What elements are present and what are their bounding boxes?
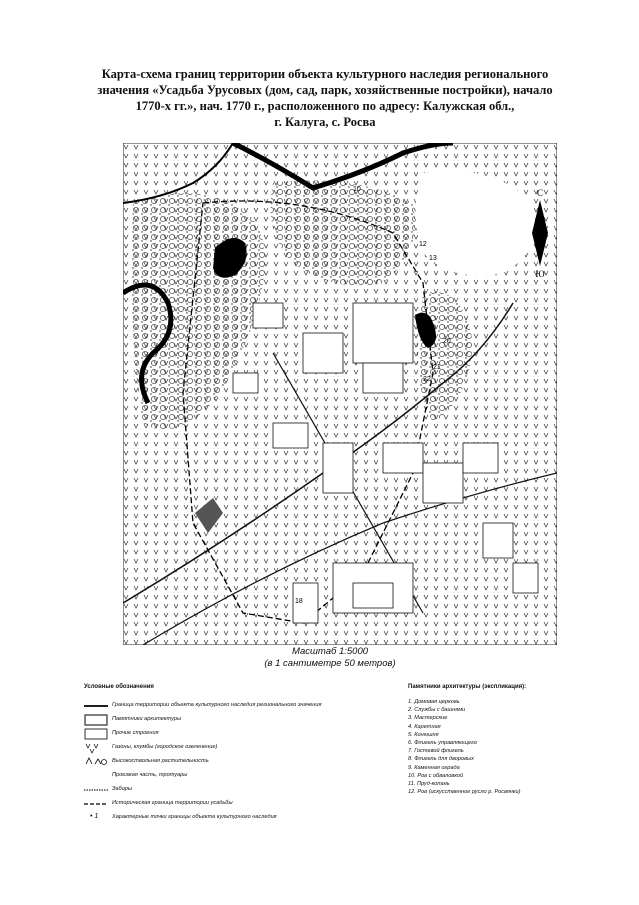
legend-item-trees bbox=[84, 756, 384, 770]
monument-box-icon bbox=[84, 714, 108, 726]
monument-item: 1. Домовая церковь bbox=[408, 699, 460, 705]
legend-label: Проезжая часть, тротуары bbox=[112, 772, 188, 778]
historic-boundary-icon bbox=[84, 798, 108, 810]
map-label-22: 22 bbox=[423, 376, 431, 383]
legend-label: Граница территории объекта культурного наследия регионального значения bbox=[112, 702, 322, 708]
map-label-18: 18 bbox=[295, 598, 303, 605]
scale-explanation: (в 1 сантиметре 50 метров) bbox=[264, 658, 396, 669]
legend-item-monuments bbox=[84, 714, 384, 728]
legend-item-points bbox=[84, 812, 384, 826]
map-label-10: 10 bbox=[353, 186, 361, 193]
monument-item: 3. Мастерские bbox=[408, 715, 448, 722]
scale-note bbox=[230, 646, 430, 670]
monument-item: 6. Флигель управляющего bbox=[408, 740, 477, 747]
legend-label: Газоны, клумбы (городское озеленение) bbox=[112, 744, 218, 750]
monument-item: 8. Флигель для дворовых bbox=[408, 756, 474, 763]
monument-item: 12. Ров (искусственное русло р. Росвянки) bbox=[408, 789, 521, 796]
boundary-line-icon bbox=[84, 700, 108, 712]
map-label-13: 13 bbox=[429, 255, 437, 262]
title-line-2: значения «Усадьба Урусовых (дом, сад, парк, хозяйственные постройки), начало bbox=[97, 83, 553, 97]
title-line-3: 1770-х гг.», нач. 1770 г., расположенного по адресу: Калужская обл., bbox=[135, 99, 515, 113]
point-symbol: • 1 bbox=[90, 813, 99, 820]
legend-item-fences bbox=[84, 784, 384, 798]
compass-north: С bbox=[536, 188, 544, 198]
monument-item: 9. Каменная ограда bbox=[408, 764, 460, 771]
title-line-4: г. Калуга, с. Росва bbox=[274, 115, 376, 129]
compass-icon bbox=[530, 188, 550, 278]
legend-item-roads bbox=[84, 770, 384, 784]
legend-label: Заборы bbox=[112, 786, 133, 792]
legend-label: Характерные точки границы объекта культурного наследия bbox=[112, 814, 277, 820]
monuments-list bbox=[408, 684, 608, 796]
legend-label: Историческая граница территории усадьбы bbox=[112, 800, 233, 806]
title-line-1: Карта-схема границ территории объекта культурного наследия регионального bbox=[101, 67, 549, 81]
compass-south: Ю bbox=[535, 269, 545, 278]
monument-item: 11. Пруд-копань bbox=[408, 781, 450, 788]
monument-item: 7. Гостевой флигель bbox=[408, 748, 464, 755]
map-title bbox=[70, 66, 580, 130]
monument-item: 5. Конюшня bbox=[408, 731, 439, 738]
legend-heading: Условные обозначения bbox=[84, 684, 154, 690]
monument-item: 2. Службы с башнями bbox=[408, 707, 466, 714]
legend-label: Памятники архитектуры bbox=[112, 716, 182, 722]
tree-icon bbox=[84, 756, 108, 768]
map-label-20: 20 bbox=[443, 338, 451, 345]
legend-item-historic-boundary bbox=[84, 798, 384, 812]
map-label-21: 21 bbox=[433, 364, 441, 371]
legend-item-lawns bbox=[84, 742, 384, 756]
scale-ratio: Масштаб 1:5000 bbox=[291, 646, 369, 657]
map-area[interactable] bbox=[123, 143, 557, 645]
monument-item: 10. Ров с обваловкой bbox=[408, 772, 464, 779]
legend-label: Прочие строения bbox=[112, 730, 159, 736]
fence-line-icon bbox=[84, 784, 108, 796]
legend-item-other-buildings bbox=[84, 728, 384, 742]
legend-item-boundary bbox=[84, 700, 384, 714]
building-box-icon bbox=[84, 728, 108, 740]
monuments-heading: Памятники архитектуры (экспликация): bbox=[408, 684, 527, 690]
legend-label: Высокоствольная растительность bbox=[112, 758, 209, 764]
map-label-12: 12 bbox=[419, 241, 427, 248]
monument-item: 4. Каретная bbox=[408, 723, 441, 730]
lawn-v-icon bbox=[84, 742, 108, 754]
